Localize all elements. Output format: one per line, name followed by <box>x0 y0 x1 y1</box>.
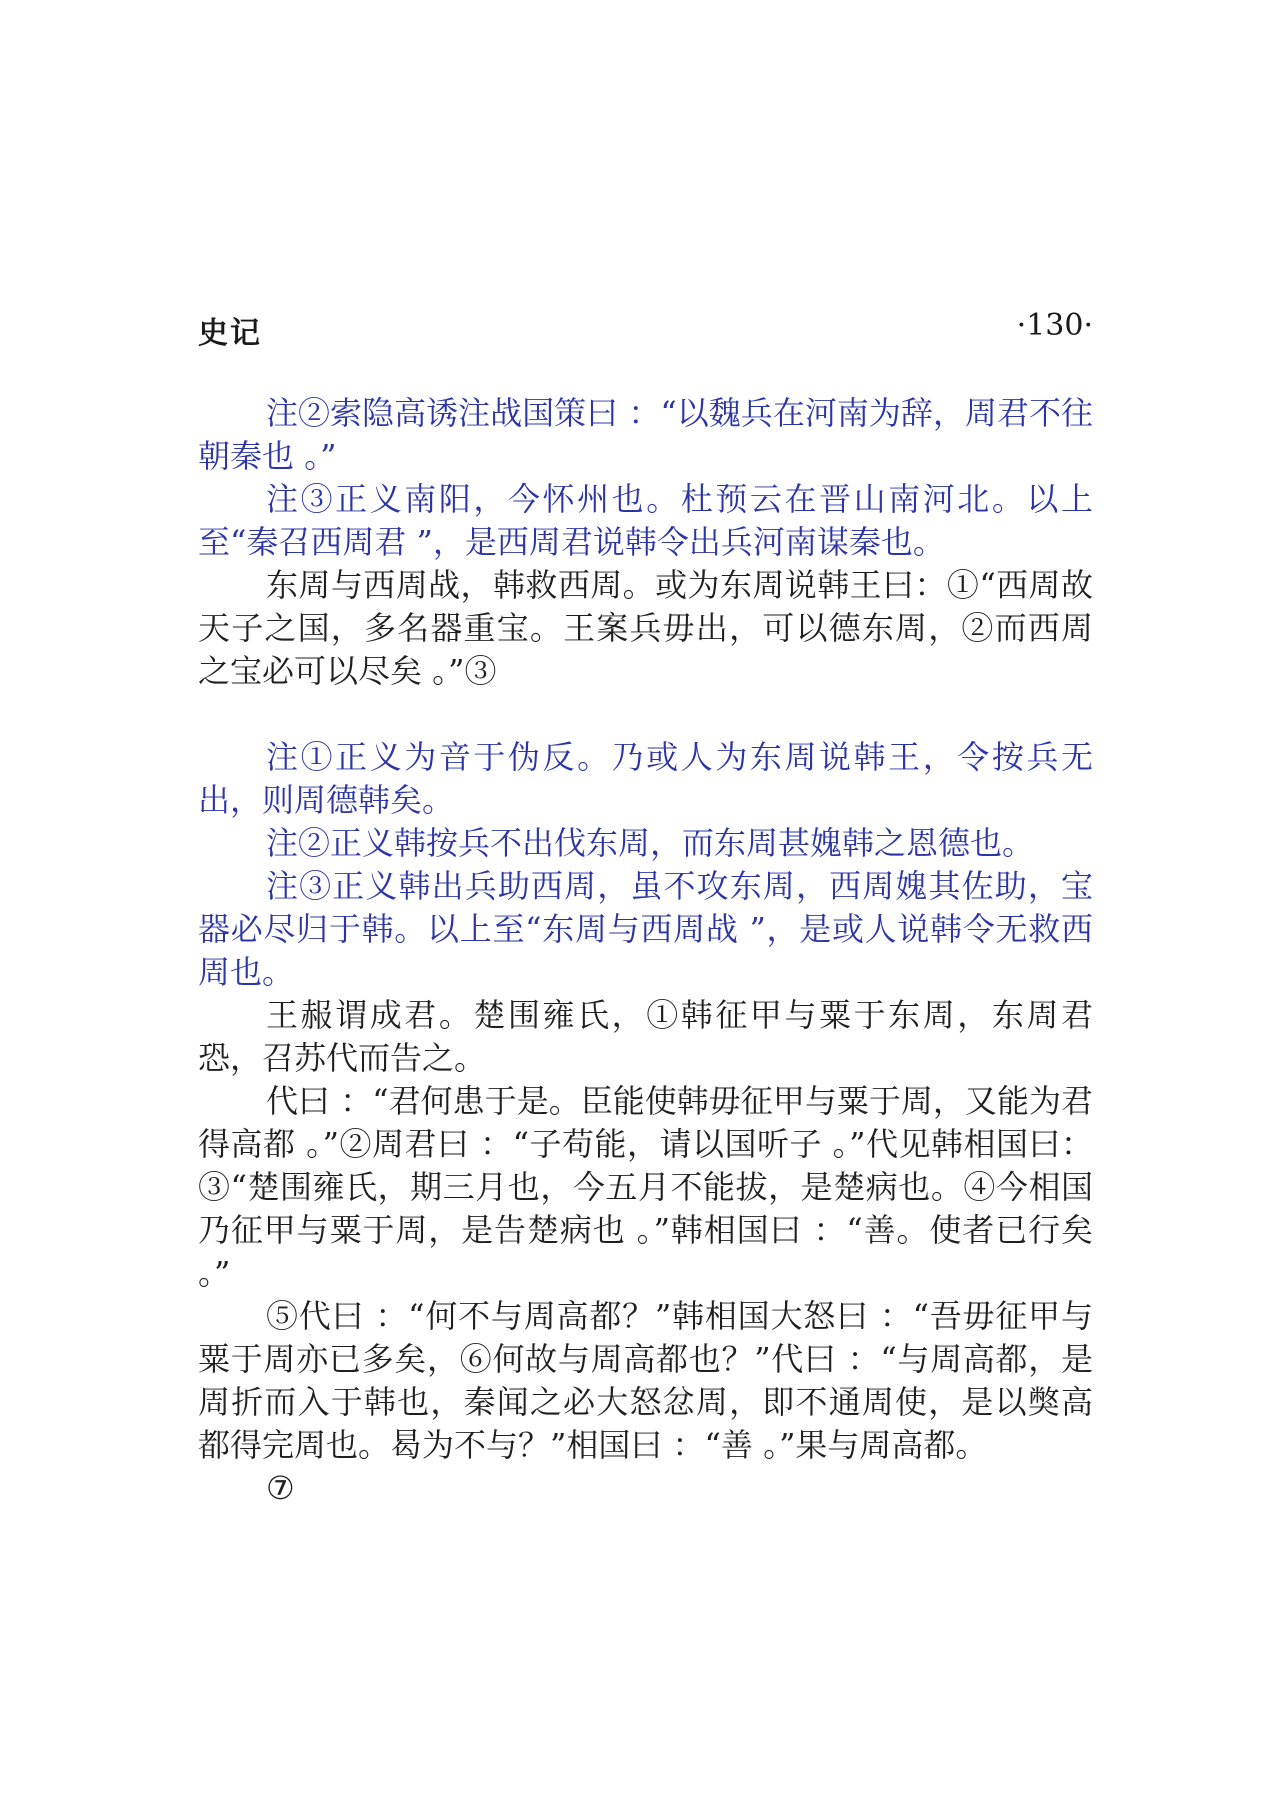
page-body <box>198 392 1093 1510</box>
annotation-paragraph: 注③正义韩出兵助西周，虽不攻东周，西周媿其佐助，宝器必尽归于韩。以上至“东周与西周战 ”，是或人说韩令无救西周也。 <box>198 867 1093 991</box>
text-paragraph: 代曰 ：“君何患于是。臣能使韩毋征甲与粟于周，又能为君得高都 。”②周君曰 ：“子苟能，请以国听子 。”代见韩相国曰：③“楚围雍氏，期三月也，今五月不能拔，是楚病也。④今相国乃征甲与粟于周，是告楚病也 。”韩相国曰 ：“善。使者已行矣 。” <box>198 1082 1093 1292</box>
text-paragraph: ⑦ <box>266 1469 295 1507</box>
book-title: 史记 <box>198 316 262 351</box>
page-header <box>198 308 1093 356</box>
text-paragraph: ⑤代曰 ：“何不与周高都？”韩相国大怒曰 ：“吾毋征甲与粟于周亦已多矣，⑥何故与周高都也？”代曰 ：“与周高都，是周折而入于韩也，秦闻之必大怒忿周，即不通周使，是以獘高都得完周也。曷为不与？”相国曰 ：“善 。”果与周高都。 <box>198 1297 1093 1464</box>
annotation-paragraph: 注②索隐高诱注战国策曰 ：“以魏兵在河南为辞，周君不往朝秦也 。” <box>198 394 1093 475</box>
page-number: ·130· <box>1016 308 1093 343</box>
annotation-paragraph: 注②正义韩按兵不出伐东周，而东周甚媿韩之恩德也。 <box>266 824 1035 862</box>
text-paragraph: 王赧谓成君。楚围雍氏，①韩征甲与粟于东周，东周君恐，召苏代而告之。 <box>198 996 1093 1077</box>
annotation-paragraph: 注③正义南阳，今怀州也。杜预云在晋山南河北。以上至“秦召西周君 ”，是西周君说韩令出兵河南谋秦也。 <box>198 480 1093 561</box>
text-paragraph: 东周与西周战，韩救西周。或为东周说韩王曰：①“西周故天子之国，多名器重宝。王案兵毋出，可以德东周，②而西周之宝必可以尽矣 。”③ <box>198 566 1093 690</box>
paragraph-spacer <box>198 693 1093 736</box>
annotation-paragraph: 注①正义为音于伪反。乃或人为东周说韩王，令按兵无出，则周德韩矣。 <box>198 738 1093 819</box>
